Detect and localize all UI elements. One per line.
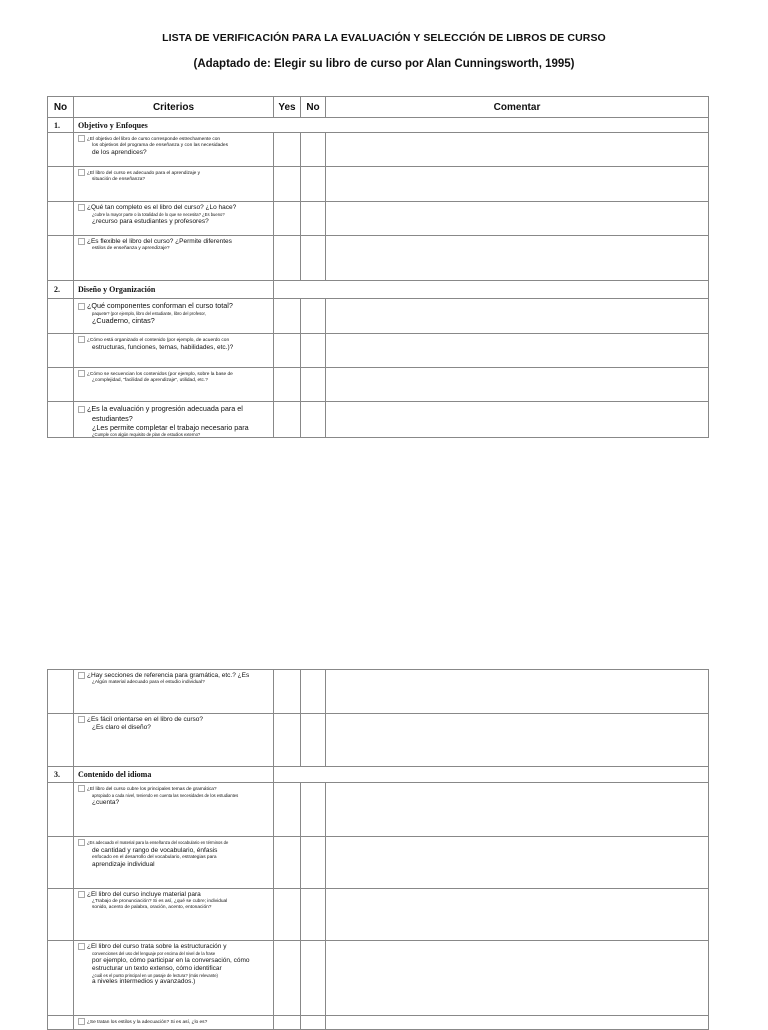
checkbox-icon[interactable] bbox=[78, 204, 85, 211]
yes-cell[interactable] bbox=[274, 1016, 301, 1030]
no-cell[interactable] bbox=[301, 941, 326, 1016]
col-header-criterios: Criterios bbox=[74, 97, 274, 118]
table-header-row bbox=[48, 97, 709, 118]
table-row bbox=[48, 714, 709, 767]
criterion-cell: ¿Hay secciones de referencia para gramática, etc.? ¿Es ¿Algún material adecuado para el estudio individual? bbox=[74, 670, 274, 714]
comment-cell[interactable] bbox=[326, 334, 709, 368]
section-number: 1. bbox=[48, 118, 74, 133]
col-header-no: No bbox=[48, 97, 74, 118]
section-label: Objetivo y Enfoques bbox=[74, 118, 709, 133]
section-row bbox=[48, 767, 709, 783]
checkbox-icon[interactable] bbox=[78, 238, 85, 245]
section-row bbox=[48, 281, 709, 299]
yes-cell[interactable] bbox=[274, 236, 301, 281]
document-subtitle: (Adaptado de: Elegir su libro de curso por Alan Cunningsworth, 1995) bbox=[193, 58, 575, 70]
criterion-cell: ¿Cómo está organizado el contenido (por ejemplo, de acuerdo con estructuras, funciones, temas, habilidades, etc.)? bbox=[74, 334, 274, 368]
checklist-table-top bbox=[47, 96, 709, 438]
comment-cell[interactable] bbox=[326, 889, 709, 941]
checkbox-icon[interactable] bbox=[78, 785, 85, 792]
no-cell[interactable] bbox=[301, 236, 326, 281]
criterion-cell: ¿Es fácil orientarse en el libro de curso? ¿Es claro el diseño? bbox=[74, 714, 274, 767]
yes-cell[interactable] bbox=[274, 889, 301, 941]
yes-cell[interactable] bbox=[274, 783, 301, 837]
section-number: 3. bbox=[48, 767, 74, 783]
table-row bbox=[48, 1016, 709, 1030]
yes-cell[interactable] bbox=[274, 334, 301, 368]
checkbox-icon[interactable] bbox=[78, 169, 85, 176]
yes-cell[interactable] bbox=[274, 133, 301, 167]
table-row bbox=[48, 670, 709, 714]
table-row bbox=[48, 167, 709, 202]
no-cell[interactable] bbox=[301, 368, 326, 402]
yes-cell[interactable] bbox=[274, 670, 301, 714]
no-cell[interactable] bbox=[301, 783, 326, 837]
document-title: LISTA DE VERIFICACIÓN PARA LA EVALUACIÓN Y SELECCIÓN DE LIBROS DE CURSO bbox=[162, 32, 606, 44]
comment-cell[interactable] bbox=[326, 941, 709, 1016]
criterion-cell: ¿El libro del curso trata sobre la estructuración y convenciones del uso del lenguaje por encima del nivel de la frase por ejemplo, cómo participar en la conversación, cómo estructurar un texto extenso, cómo identificar ¿cuál es el punto principal en un pasaje de lectura? (más relevante) a niveles intermedios y avanzados.) bbox=[74, 941, 274, 1016]
criterion-cell: ¿El libro del curso incluye material para ¿Trabajo de pronunciación? Si es así, ¿qué se cubre; individual sonido, acento de palabra, oración, acento, entonación? bbox=[74, 889, 274, 941]
table-row bbox=[48, 236, 709, 281]
no-cell[interactable] bbox=[301, 167, 326, 202]
comment-cell[interactable] bbox=[326, 783, 709, 837]
comment-cell[interactable] bbox=[326, 202, 709, 236]
comment-cell[interactable] bbox=[326, 167, 709, 202]
yes-cell[interactable] bbox=[274, 368, 301, 402]
comment-cell[interactable] bbox=[326, 368, 709, 402]
table-row bbox=[48, 334, 709, 368]
checkbox-icon[interactable] bbox=[78, 135, 85, 142]
section-label: Diseño y Organización bbox=[74, 281, 274, 299]
comment-cell[interactable] bbox=[326, 299, 709, 334]
criterion-cell: ¿Es adecuado el material para la enseñanza del vocabulario en términos de de cantidad y rango de vocabulario, énfasis enfocado en el desarrollo del vocabulario, estrategias para aprendizaje individual bbox=[74, 837, 274, 889]
criterion-cell: ¿Es la evaluación y progresión adecuada para el estudiantes? ¿Les permite completar el trabajo necesario para ¿Cumple con algún requisito de plan de estudios externo? bbox=[74, 402, 274, 438]
no-cell[interactable] bbox=[301, 837, 326, 889]
yes-cell[interactable] bbox=[274, 202, 301, 236]
no-cell[interactable] bbox=[301, 1016, 326, 1030]
section-label: Contenido del idioma bbox=[74, 767, 274, 783]
yes-cell[interactable] bbox=[274, 299, 301, 334]
comment-cell[interactable] bbox=[326, 670, 709, 714]
yes-cell[interactable] bbox=[274, 837, 301, 889]
table-row bbox=[48, 133, 709, 167]
checkbox-icon[interactable] bbox=[78, 406, 85, 413]
table-row bbox=[48, 368, 709, 402]
checkbox-icon[interactable] bbox=[78, 672, 85, 679]
criterion-cell: ¿El libro del curso es adecuado para el aprendizaje y situación de enseñanza? bbox=[74, 167, 274, 202]
yes-cell[interactable] bbox=[274, 714, 301, 767]
no-cell[interactable] bbox=[301, 889, 326, 941]
no-cell[interactable] bbox=[301, 299, 326, 334]
comment-cell[interactable] bbox=[326, 402, 709, 438]
criterion-cell: ¿El libro del curso cubre los principales temas de gramática? apropiado a cada nivel, teniendo en cuenta las necesidades de los estudiantes ¿cuenta? bbox=[74, 783, 274, 837]
col-header-yes: Yes bbox=[274, 97, 301, 118]
yes-cell[interactable] bbox=[274, 167, 301, 202]
col-header-no-answer: No bbox=[301, 97, 326, 118]
yes-cell[interactable] bbox=[274, 941, 301, 1016]
table-row bbox=[48, 837, 709, 889]
table-row bbox=[48, 202, 709, 236]
comment-cell[interactable] bbox=[326, 837, 709, 889]
criterion-cell: ¿El objetivo del libro de curso corresponde estrechamente con los objetivos del programa de enseñanza y con las necesidades de los aprendices? bbox=[74, 133, 274, 167]
section-row bbox=[48, 118, 709, 133]
no-cell[interactable] bbox=[301, 133, 326, 167]
checkbox-icon[interactable] bbox=[78, 943, 85, 950]
no-cell[interactable] bbox=[301, 714, 326, 767]
criterion-cell: ¿Qué tan completo es el libro del curso? ¿Lo hace? ¿cubre la mayor parte o la totalidad de lo que se necesita? ¿Es bueno? ¿recurso para estudiantes y profesores? bbox=[74, 202, 274, 236]
checkbox-icon[interactable] bbox=[78, 891, 85, 898]
no-cell[interactable] bbox=[301, 334, 326, 368]
checkbox-icon[interactable] bbox=[78, 370, 85, 377]
criterion-cell: ¿Qué componentes conforman el curso total? paquete? (por ejemplo, libro del estudiante, libro del profesor, ¿Cuaderno, cintas? bbox=[74, 299, 274, 334]
col-header-comentar: Comentar bbox=[326, 97, 709, 118]
no-cell[interactable] bbox=[301, 402, 326, 438]
comment-cell[interactable] bbox=[326, 1016, 709, 1030]
comment-cell[interactable] bbox=[326, 133, 709, 167]
comment-cell[interactable] bbox=[326, 236, 709, 281]
checkbox-icon[interactable] bbox=[78, 716, 85, 723]
comment-cell[interactable] bbox=[326, 714, 709, 767]
checkbox-icon[interactable] bbox=[78, 336, 85, 343]
no-cell[interactable] bbox=[301, 202, 326, 236]
checkbox-icon[interactable] bbox=[78, 839, 85, 846]
yes-cell[interactable] bbox=[274, 402, 301, 438]
table-row bbox=[48, 941, 709, 1016]
table-row bbox=[48, 889, 709, 941]
table-row bbox=[48, 783, 709, 837]
section-number: 2. bbox=[48, 281, 74, 299]
table-row bbox=[48, 402, 709, 438]
criterion-cell: ¿Se tratan los estilos y la adecuación? Si es así, ¿lo es? bbox=[74, 1016, 274, 1030]
checkbox-icon[interactable] bbox=[78, 303, 85, 310]
table-row bbox=[48, 299, 709, 334]
criterion-cell: ¿Es flexible el libro del curso? ¿Permite diferentes estilos de enseñanza y aprendizaje? bbox=[74, 236, 274, 281]
criterion-cell: ¿Cómo se secuencian los contenidos (por ejemplo, sobre la base de ¿complejidad, "facilidad de aprendizaje", utilidad, etc.? bbox=[74, 368, 274, 402]
checklist-table-bottom bbox=[47, 669, 709, 1030]
no-cell[interactable] bbox=[301, 670, 326, 714]
